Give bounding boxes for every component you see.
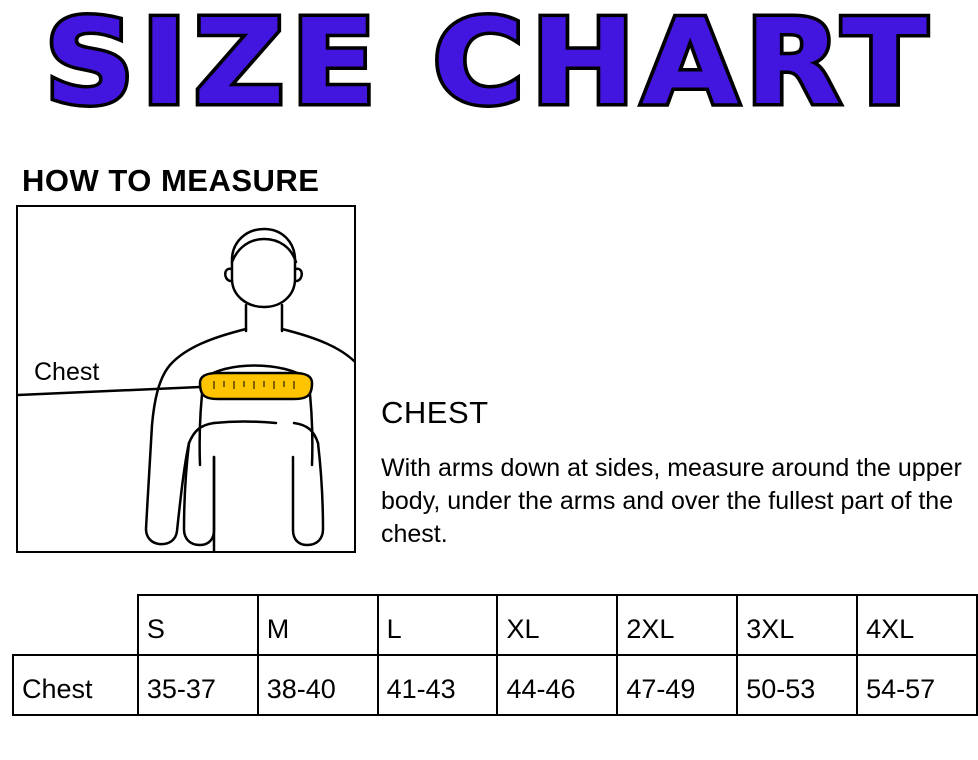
size-chart-table [12, 594, 978, 716]
tape-measure [200, 366, 312, 400]
page-title-banner [0, 0, 978, 145]
column-header-l: L [378, 595, 498, 655]
table-header-row [13, 595, 977, 655]
column-header-4xl: 4XL [857, 595, 977, 655]
cell-chest-2xl: 47-49 [617, 655, 737, 715]
cell-chest-3xl: 50-53 [737, 655, 857, 715]
page-title: SIZE CHART [44, 0, 934, 131]
cell-chest-4xl: 54-57 [857, 655, 977, 715]
column-header-3xl: 3XL [737, 595, 857, 655]
cell-chest-xl: 44-46 [497, 655, 617, 715]
table-corner-cell [13, 595, 138, 655]
figure-chest-label: Chest [34, 358, 100, 386]
column-header-2xl: 2XL [617, 595, 737, 655]
column-header-xl: XL [497, 595, 617, 655]
column-header-s: S [138, 595, 258, 655]
leader-line [18, 387, 200, 395]
cell-chest-s: 35-37 [138, 655, 258, 715]
row-header-chest: Chest [13, 655, 138, 715]
cell-chest-m: 38-40 [258, 655, 378, 715]
description-body: With arms down at sides, measure around the upper body, under the arms and over the fullest part of the chest. [381, 454, 962, 548]
description-heading: CHEST [381, 395, 489, 430]
table-row [13, 655, 977, 715]
cell-chest-l: 41-43 [378, 655, 498, 715]
column-header-m: M [258, 595, 378, 655]
how-to-measure-heading: HOW TO MEASURE [22, 163, 320, 198]
